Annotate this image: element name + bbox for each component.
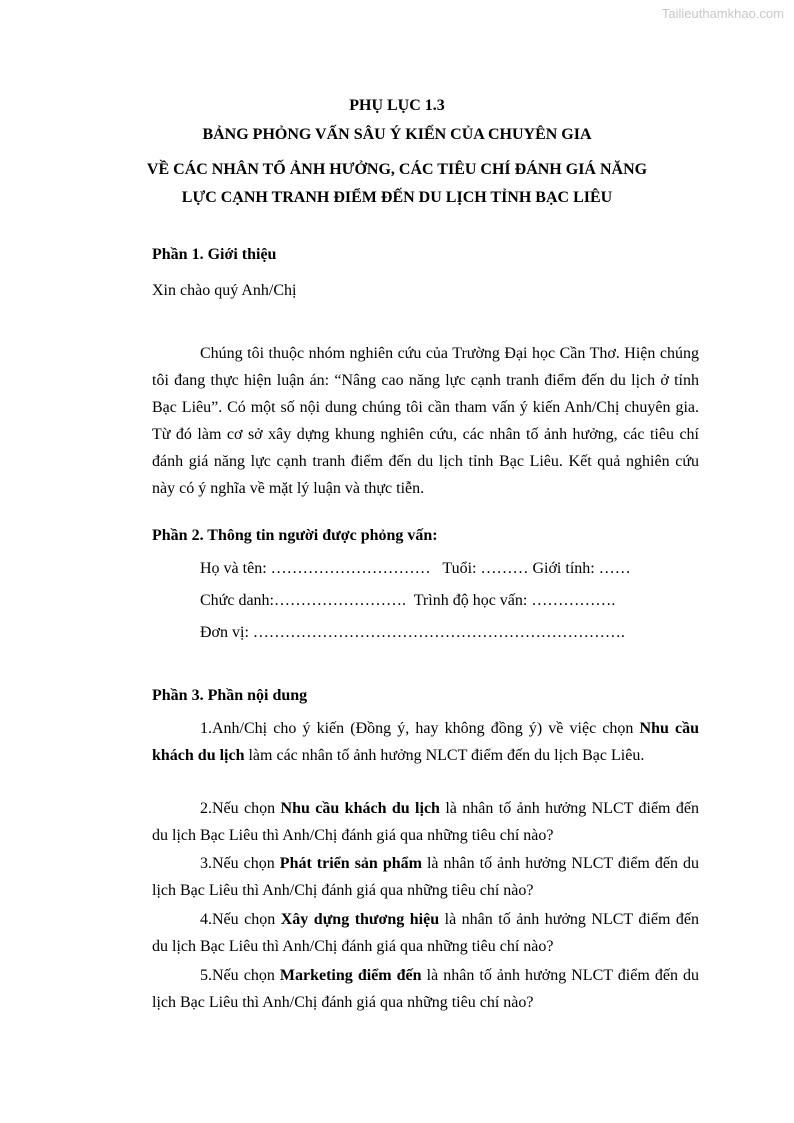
greeting-text: Xin chào quý Anh/Chị (152, 282, 297, 299)
question-2: 2.Nếu chọn Nhu cầu khách du lịch là nhân tố ảnh hưởng NLCT điểm đến du lịch Bạc Liêu thì Anh/Chị đánh giá qua những tiêu chí nào? (152, 800, 699, 844)
appendix-label: PHỤ LỤC 1.3 (349, 97, 445, 114)
subtitle-line-2: LỰC CẠNH TRANH ĐIỂM ĐẾN DU LỊCH TỈNH BẠC LIÊU (181, 189, 613, 206)
question-3: 3.Nếu chọn Phát triển sản phẩm là nhân tố ảnh hưởng NLCT điểm đến du lịch Bạc Liêu thì Anh/Chị đánh giá qua những tiêu chí nào? (152, 855, 700, 899)
document-title: BẢNG PHỎNG VẤN SÂU Ý KIẾN CỦA CHUYÊN GIA (202, 126, 592, 143)
watermark-text: Tailieuthamkhao.com (661, 6, 784, 21)
document-subtitle (120, 156, 674, 212)
part3-heading: Phần 3. Phần nội dung (152, 687, 308, 704)
question-5: 5.Nếu chọn Marketing điểm đến là nhân tố ảnh hưởng NLCT điểm đến du lịch Bạc Liêu thì Anh/Chị đánh giá qua những tiêu chí nào? (152, 967, 700, 1011)
respondent-title-education-field: Chức danh:……………………. Trình độ học vấn: ……………. (200, 592, 616, 609)
question-1: 1.Anh/Chị cho ý kiến (Đồng ý, hay không đồng ý) về việc chọn Nhu cầu khách du lịch làm các nhân tố ảnh hưởng NLCT điểm đến du lịch Bạc Liêu. (152, 720, 699, 764)
intro-paragraph: Chúng tôi thuộc nhóm nghiên cứu của Trường Đại học Cần Thơ. Hiện chúng tôi đang thực hiện luận án: “Nâng cao năng lực cạnh tranh điểm đến du lịch ở tỉnh Bạc Liêu”. Có một số nội dung chúng tôi cần tham vấn ý kiến Anh/Chị chuyên gia. Từ đó làm cơ sở xây dựng khung nghiên cứu, các nhân tố ảnh hưởng, các tiêu chí đánh giá năng lực cạnh tranh điểm đến du lịch tỉnh Bạc Liêu. Kết quả nghiên cứu này có ý nghĩa về mặt lý luận và thực tiễn. (152, 345, 699, 497)
part2-heading: Phần 2. Thông tin người được phỏng vấn: (152, 527, 438, 544)
respondent-unit-field: Đơn vị: ……………………………………………………………. (200, 624, 625, 641)
respondent-name-age-gender-field: Họ và tên: ………………………… Tuổi: ……… Giới tính: …… (200, 560, 631, 577)
question-4: 4.Nếu chọn Xây dựng thương hiệu là nhân tố ảnh hưởng NLCT điểm đến du lịch Bạc Liêu thì Anh/Chị đánh giá qua những tiêu chí nào? (152, 911, 699, 955)
part1-heading: Phần 1. Giới thiệu (152, 246, 277, 263)
subtitle-line-1: VỀ CÁC NHÂN TỐ ẢNH HƯỞNG, CÁC TIÊU CHÍ ĐÁNH GIÁ NĂNG (146, 161, 648, 178)
